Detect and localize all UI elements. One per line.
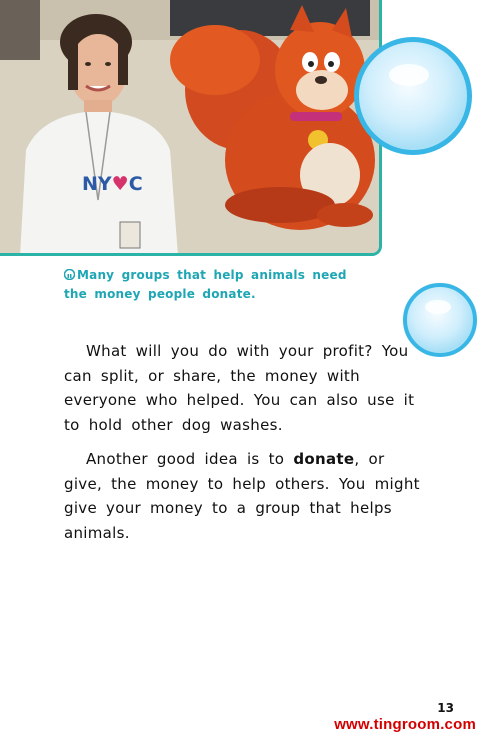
paragraph-donate — [64, 447, 420, 545]
paragraph-1-text: What will you do with your profit? You can split, or share, the money with everyone who helped. You can also use it to hold other dog washes. — [64, 342, 415, 434]
bubble-decoration-large — [354, 37, 472, 155]
camera-icon — [64, 269, 75, 280]
watermark-url: www.tingroom.com — [334, 716, 476, 733]
page-number: 13 — [437, 701, 454, 715]
paragraph-2-before: Another good idea is to — [86, 450, 294, 468]
photo-caption — [64, 266, 364, 304]
paragraph-profit — [64, 339, 420, 437]
caption-text: Many groups that help animals need the money people donate. — [64, 268, 347, 301]
paragraph-2-after: , or give, the money to help others. You might give your money to a group that helps animals. — [64, 450, 420, 542]
shirt-logo-text: NY♥C — [82, 173, 143, 195]
vocab-word-donate: donate — [293, 450, 355, 468]
photo-woman-with-painted-van — [0, 0, 382, 256]
